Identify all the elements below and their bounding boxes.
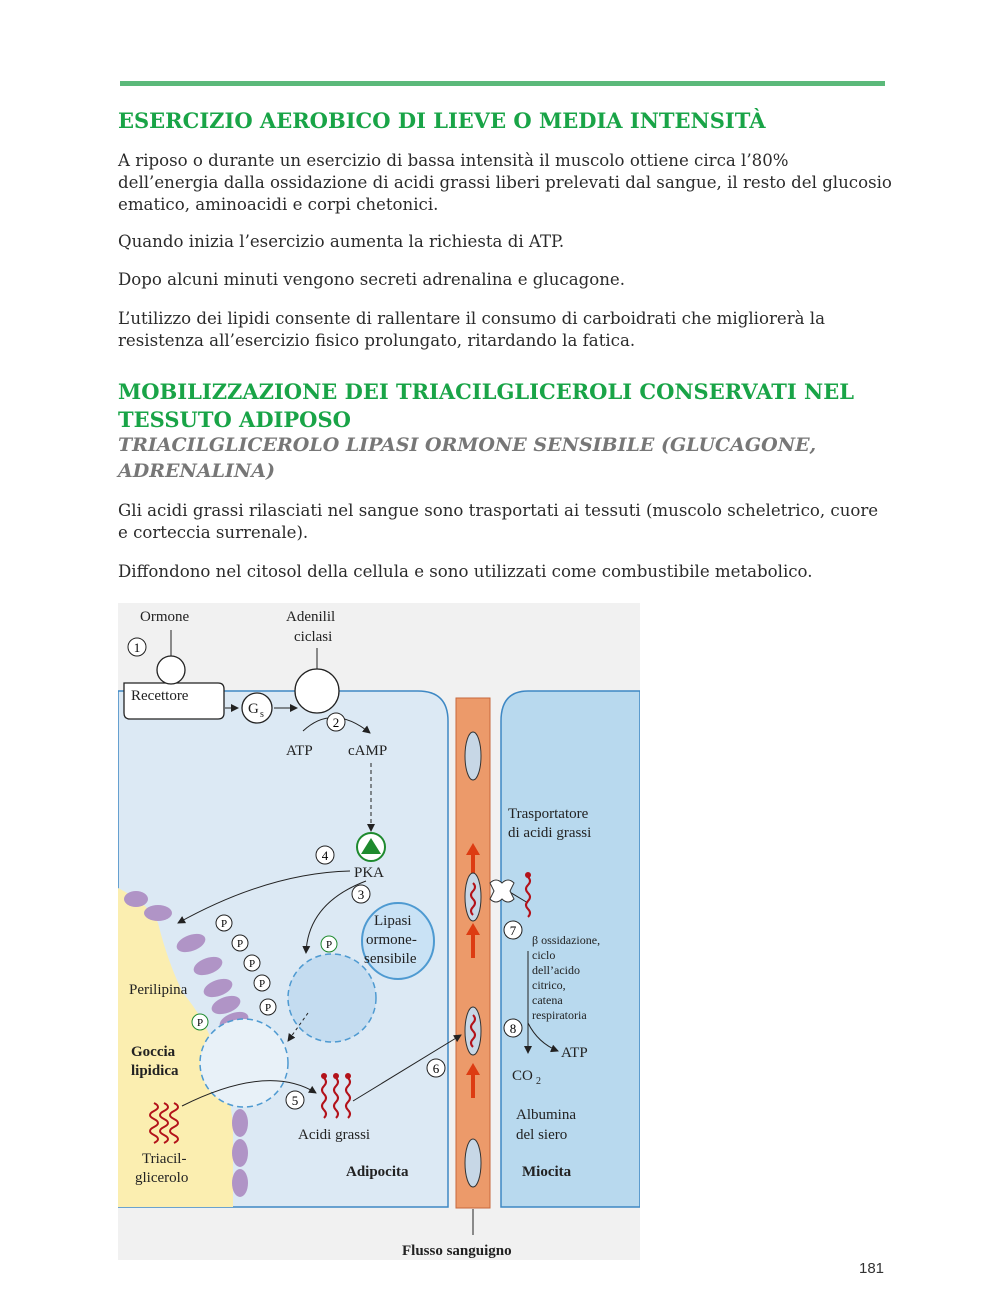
svg-text:ciclasi: ciclasi <box>294 629 333 645</box>
svg-text:P: P <box>325 939 333 951</box>
svg-text:2: 2 <box>536 1076 541 1087</box>
svg-text:lipidica: lipidica <box>131 1063 179 1079</box>
section2-subtitle: TRIACILGLICEROLO LIPASI ORMONE SENSIBILE (GLUCAGONE, ADRENALINA) <box>118 434 817 482</box>
adenylyl-cyclase-shape <box>295 669 339 713</box>
label-flusso: Flusso sanguigno <box>402 1243 512 1259</box>
section1-paragraph-4: L’utilizzo dei lipidi consente di rallentare il consumo di carboidrati che migliorerà la resistenza all’esercizio fisico prolungato, ritardando la fatica. <box>118 309 826 350</box>
svg-text:P: P <box>258 978 266 990</box>
label-goccia: Goccia <box>131 1044 176 1060</box>
section1-paragraph-3: Dopo alcuni minuti vengono secreti adrenalina e glucagone. <box>118 270 625 289</box>
label-recettore: Recettore <box>131 688 189 704</box>
label-lipasi: Lipasi <box>374 913 412 929</box>
label-atp-out: ATP <box>561 1045 588 1061</box>
label-trasportatore: Trasportatore <box>508 806 589 822</box>
label-pka: PKA <box>354 865 385 881</box>
svg-text:4: 4 <box>321 848 329 863</box>
section1-paragraph-2: Quando inizia l’esercizio aumenta la richiesta di ATP. <box>118 232 565 251</box>
label-atp: ATP <box>286 743 313 759</box>
svg-text:sensibile: sensibile <box>364 951 417 967</box>
svg-text:catena: catena <box>532 993 563 1007</box>
svg-text:7: 7 <box>509 923 517 938</box>
label-ormone: Ormone <box>140 609 190 625</box>
lipolysis-figure <box>118 603 640 1260</box>
section2-title: MOBILIZZAZIONE DEI TRIACILGLICEROLI CONSERVATI NEL TESSUTO ADIPOSO <box>118 379 854 432</box>
label-adenilil: Adenilil <box>286 609 336 625</box>
page-number: 181 <box>859 1260 885 1277</box>
label-miocita: Miocita <box>522 1164 572 1180</box>
svg-text:6: 6 <box>432 1061 440 1076</box>
lipase-moved <box>288 954 376 1042</box>
svg-text:P: P <box>264 1002 272 1014</box>
svg-text:β ossidazione,: β ossidazione, <box>532 933 601 947</box>
fatty-acid-transporter-shape <box>490 880 514 902</box>
svg-text:5: 5 <box>291 1093 299 1108</box>
lipid-access-site <box>200 1019 288 1107</box>
section1-paragraph-1: A riposo o durante un esercizio di bassa intensità il muscolo ottiene circa l’80% dell’energia dalla ossidazione di acidi grassi liberi prelevati dal sangue, il resto del glucosio ematico, aminoacidi e corpi chetonici. <box>118 151 892 214</box>
label-triacil: Triacil- <box>142 1151 187 1167</box>
label-adipocita: Adipocita <box>346 1164 409 1180</box>
svg-text:P: P <box>220 918 228 930</box>
label-gs: G <box>248 701 259 717</box>
label-perilipina: Perilipina <box>129 982 188 998</box>
svg-text:s: s <box>260 709 264 720</box>
section2-paragraph-2: Diffondono nel citosol della cellula e sono utilizzati come combustibile metabolico. <box>118 562 813 581</box>
svg-text:dell’acido: dell’acido <box>532 963 580 977</box>
svg-text:P: P <box>196 1017 204 1029</box>
label-albumina: Albumina <box>516 1107 576 1123</box>
svg-text:3: 3 <box>357 887 365 902</box>
svg-text:glicerolo: glicerolo <box>135 1170 189 1186</box>
hormone-shape <box>157 656 185 684</box>
section-divider <box>120 81 885 86</box>
svg-text:8: 8 <box>509 1021 517 1036</box>
section1-title: ESERCIZIO AEROBICO DI LIEVE O MEDIA INTENSITÀ <box>118 108 766 133</box>
label-co2: CO <box>512 1068 533 1084</box>
svg-text:respiratoria: respiratoria <box>532 1008 587 1022</box>
svg-text:ciclo: ciclo <box>532 948 556 962</box>
svg-text:P: P <box>236 938 244 950</box>
svg-text:di acidi grassi: di acidi grassi <box>508 825 592 841</box>
svg-text:2: 2 <box>332 715 340 730</box>
svg-text:citrico,: citrico, <box>532 978 566 992</box>
label-camp: cAMP <box>348 743 388 759</box>
label-acidi-grassi: Acidi grassi <box>298 1127 371 1143</box>
section2-paragraph-1: Gli acidi grassi rilasciati nel sangue sono trasportati ai tessuti (muscolo scheletrico, cuore e corteccia surrenale). <box>118 501 879 542</box>
svg-text:del siero: del siero <box>516 1127 568 1143</box>
svg-text:P: P <box>248 958 256 970</box>
svg-text:ormone-: ormone- <box>366 932 417 948</box>
svg-text:1: 1 <box>133 640 141 655</box>
